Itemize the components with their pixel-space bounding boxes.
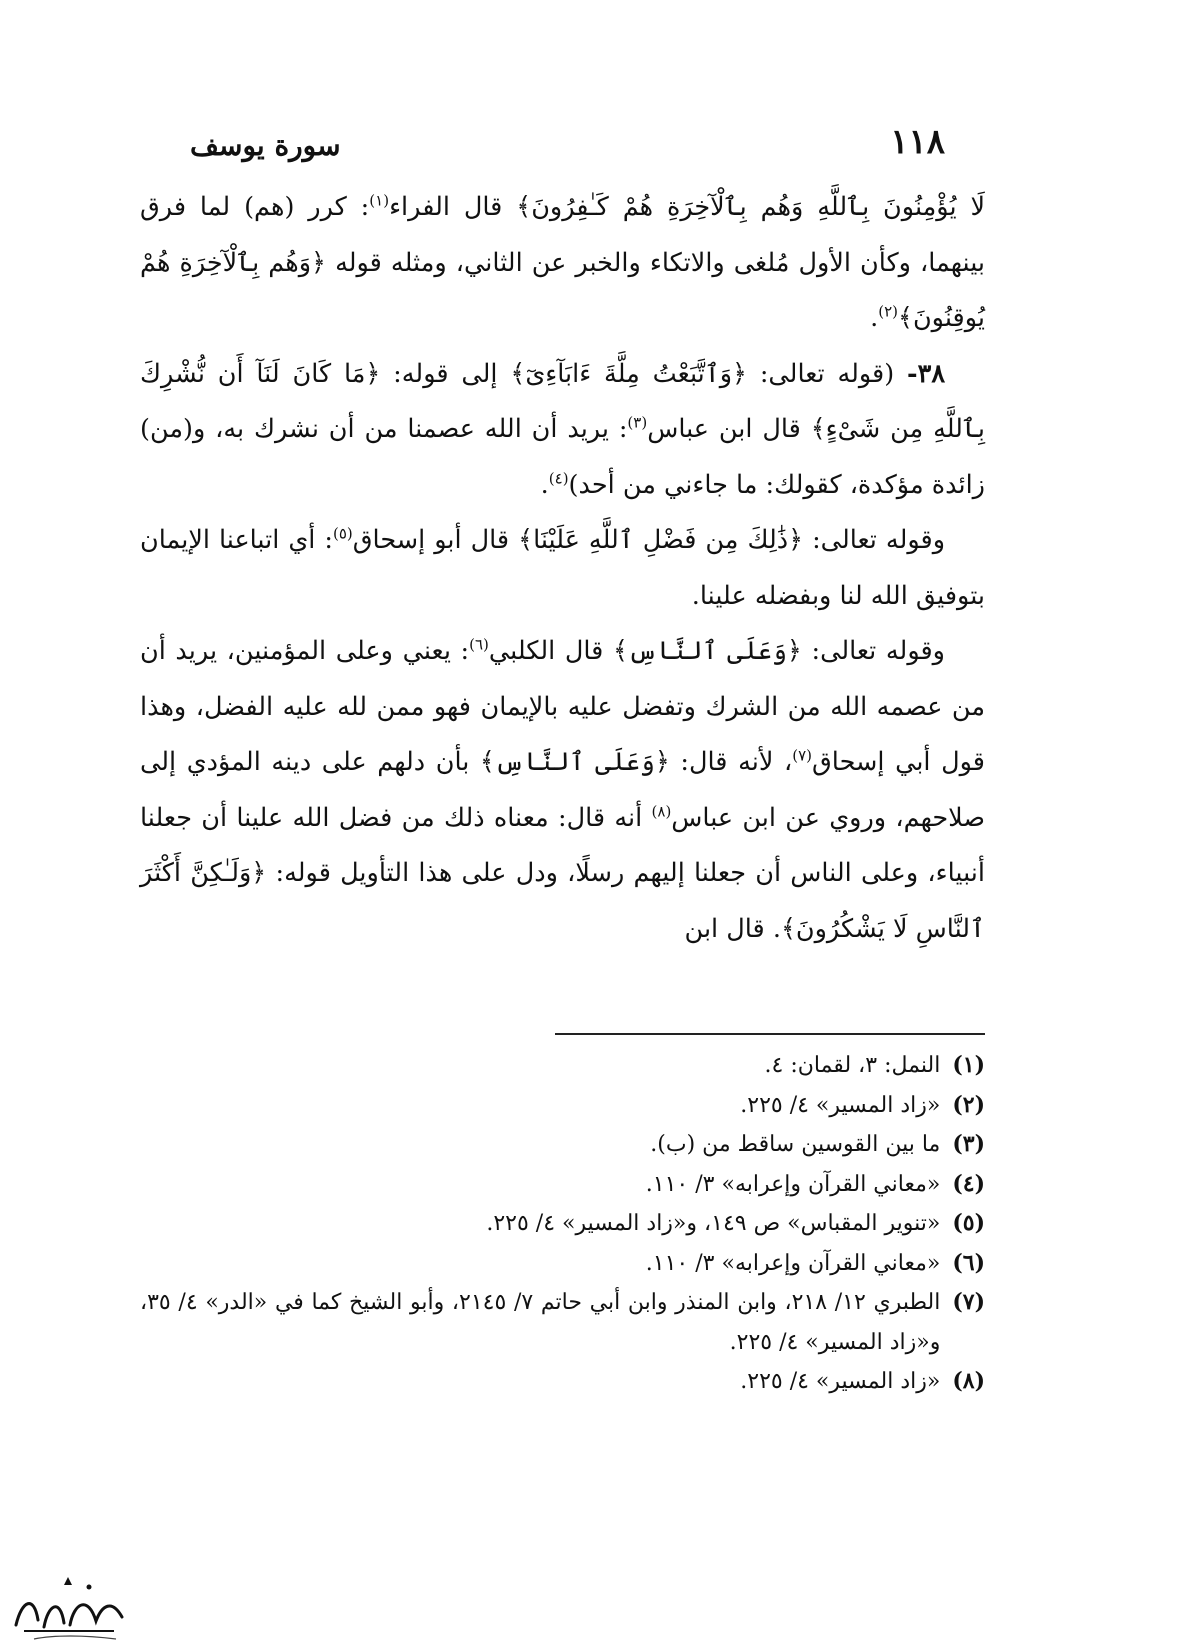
footnote-ref: (٧) bbox=[792, 746, 813, 765]
footnotes bbox=[140, 1046, 985, 1402]
commentary-text: : يعني وعلى المؤمنين، يريد أن من عصمه الله من الشرك وتفضل عليه بالإيمان فهو ممن لله عليه الفضل، وهذا قول أبي إسحاق bbox=[140, 636, 985, 777]
paragraph-2: ٣٨- (قوله تعالى: ﴿وَٱتَّبَعْتُ مِلَّةَ ءَابَآءِىٓ﴾ إلى قوله: ﴿مَا كَانَ لَنَآ أَن نُّشْرِكَ بِٱللَّهِ مِن شَىْءٍ﴾ قال ابن عباس$^{(٣)}$: يريد أن الله عصمنا من أن نشرك به، و(من) زائدة مؤكدة، كقولك: ما جاءني من أحد)$^{(٤)}$. bbox=[140, 358, 985, 500]
footnote-number: (٦) bbox=[952, 1249, 985, 1276]
lead-text: (قوله تعالى: bbox=[759, 358, 895, 389]
surah-title: سورة يوسف bbox=[190, 129, 341, 162]
commentary-text: ، لأنه قال: bbox=[680, 747, 793, 777]
page-number: ١١٨ bbox=[890, 122, 945, 162]
paragraph-4 bbox=[140, 624, 985, 957]
footnote-text: النمل: ٣، لقمان: ٤. bbox=[764, 1053, 941, 1078]
footnote-number: (١) bbox=[952, 1052, 985, 1078]
footnote-text: «تنوير المقباس» ص ١٤٩، و«زاد المسير» ٤/ ٢٢٥. bbox=[486, 1211, 941, 1236]
footnote-number: (٨) bbox=[952, 1368, 985, 1394]
footnote-text: «معاني القرآن وإعرابه» ٣/ ١١٠. bbox=[645, 1250, 941, 1276]
footnote-ref: (٢) bbox=[878, 302, 898, 321]
attribution: قال أبو إسحاق bbox=[352, 525, 510, 555]
footnote-text: ما بين القوسين ساقط من (ب). bbox=[650, 1132, 941, 1157]
quran-quote: وَعَلَى ٱلنَّاسِ bbox=[627, 636, 787, 666]
footnote-item bbox=[140, 1165, 985, 1205]
commentary-text: : يريد أن الله عصمنا من أن نشرك به، و(من) زائدة مؤكدة، كقولك: ما جاءني من أحد) bbox=[140, 414, 985, 500]
footnote-item bbox=[140, 1362, 985, 1402]
ornate-bracket-open: ﴿ bbox=[788, 525, 804, 555]
body-text bbox=[140, 180, 985, 957]
ornate-bracket-close: ﴾ bbox=[810, 414, 826, 444]
quran-quote: لَا يُؤْمِنُونَ بِٱللَّهِ وَهُم بِٱلْآخِرَةِ هُمْ كَـٰفِرُونَ bbox=[531, 192, 986, 222]
commentary-text: : أي اتباعنا الإيمان بتوفيق الله لنا وبفضله علينا. bbox=[140, 525, 985, 611]
paragraph-3 bbox=[140, 513, 985, 624]
quran-quote: وَٱتَّبَعْتُ مِلَّةَ ءَابَآءِىٓ bbox=[525, 358, 733, 389]
ornate-bracket-close: ﴾ bbox=[780, 913, 796, 944]
paragraph-1: لَا يُؤْمِنُونَ بِٱللَّهِ وَهُم بِٱلْآخِرَةِ هُمْ كَـٰفِرُونَ﴾ قال الفراء$^{(١)}$: كرر (هم) لما فرق بينهما، وكأن الأول مُلغى والاتكاء والخبر عن الثاني، ومثله قوله ﴿وَهُم بِٱلْآخِرَةِ هُمْ يُوقِنُونَ﴾$^{(٢)}$. bbox=[140, 191, 986, 333]
quran-quote: وَهُم بِٱلْآخِرَةِ هُمْ يُوقِنُونَ bbox=[140, 247, 985, 333]
footnote-text: «معاني القرآن وإعرابه» ٣/ ١١٠. bbox=[645, 1171, 941, 1197]
verse-number: ٣٨- bbox=[907, 358, 946, 389]
ornate-bracket-open: ﴿ bbox=[251, 858, 267, 888]
footnote-ref: (٣) bbox=[627, 413, 648, 432]
attribution: قال الكلبي bbox=[488, 636, 604, 666]
ornate-bracket-open: ﴿ bbox=[786, 636, 802, 666]
ornate-bracket-open: ﴿ bbox=[732, 358, 747, 389]
footnote-ref: (٥) bbox=[332, 524, 353, 543]
footnote-item bbox=[140, 1046, 985, 1086]
attribution: قال ابن عباس bbox=[647, 414, 801, 444]
footnote-number: (٤) bbox=[952, 1170, 985, 1197]
footnote-number: (٢) bbox=[952, 1091, 985, 1118]
ornate-bracket-open: ﴿ bbox=[654, 747, 670, 777]
footnote-ref: (٦) bbox=[469, 635, 489, 654]
lead-text: وقوله تعالى: bbox=[812, 525, 946, 555]
quran-quote: وَلَـٰكِنَّ أَكْثَرَ ٱلنَّاسِ لَا يَشْكُرُونَ bbox=[140, 858, 985, 944]
page-header bbox=[190, 112, 945, 162]
footnote-ref: (٤) bbox=[548, 469, 569, 487]
ornate-bracket-close: ﴾ bbox=[518, 525, 534, 555]
ornate-bracket-open: ﴿ bbox=[365, 358, 381, 389]
commentary-text: : كرر (هم) لما فرق بينهما، وكأن الأول مُلغى والاتكاء والخبر عن الثاني، ومثله قوله bbox=[140, 192, 986, 278]
ornate-bracket-close: ﴾ bbox=[516, 192, 532, 222]
footnote-number: (٧) bbox=[952, 1289, 985, 1315]
footnote-ref: (١) bbox=[369, 191, 390, 210]
footnote-number: (٣) bbox=[952, 1131, 985, 1157]
connector-text: إلى قوله: bbox=[393, 358, 498, 389]
ornate-bracket-close: ﴾ bbox=[479, 747, 495, 777]
quran-quote: وَعَلَى ٱلنَّاسِ bbox=[494, 747, 655, 777]
commentary-text: . قال ابن bbox=[684, 913, 781, 944]
ornate-bracket-close: ﴾ bbox=[612, 636, 628, 666]
footnote-item bbox=[140, 1086, 985, 1126]
footnote-ref: (٨) bbox=[651, 802, 672, 820]
footnote-number: (٥) bbox=[952, 1210, 985, 1236]
publisher-stamp-logo bbox=[4, 1565, 134, 1645]
footnote-item bbox=[140, 1244, 985, 1284]
footnote-separator bbox=[555, 1033, 985, 1035]
lead-text: وقوله تعالى: bbox=[811, 636, 945, 666]
footnote-item bbox=[140, 1125, 985, 1165]
footnote-text: «زاد المسير» ٤/ ٢٢٥. bbox=[740, 1092, 941, 1118]
footnote-text: «زاد المسير» ٤/ ٢٢٥. bbox=[740, 1369, 941, 1394]
footnote-item bbox=[140, 1204, 985, 1244]
attribution: قال الفراء bbox=[389, 192, 503, 222]
footnote-item bbox=[140, 1283, 985, 1362]
quran-quote: ذَٰلِكَ مِن فَضْلِ ٱللَّهِ عَلَيْنَا bbox=[533, 525, 789, 555]
quran-quote: مَا كَانَ لَنَآ أَن نُّشْرِكَ بِٱللَّهِ مِن شَىْءٍ bbox=[140, 358, 985, 444]
ornate-bracket-close: ﴾ bbox=[897, 303, 913, 333]
commentary-text: بأن دلهم على دينه المؤدي إلى صلاحهم، وروي عن ابن عباس bbox=[140, 747, 985, 833]
footnote-text: الطبري ١٢/ ٢١٨، وابن المنذر وابن أبي حاتم ٧/ ٢١٤٥، وأبو الشيخ كما في «الدر» ٤/ ٣٥، و«زاد المسير» ٤/ ٢٢٥. bbox=[140, 1290, 941, 1355]
ornate-bracket-close: ﴾ bbox=[510, 358, 526, 389]
commentary-text: أنه قال: معناه ذلك من فضل الله علينا أن جعلنا أنبياء، وعلى الناس أن جعلنا إليهم رسلًا، ودل على هذا التأويل قوله: bbox=[140, 802, 985, 888]
ornate-bracket-open: ﴿ bbox=[311, 247, 326, 278]
